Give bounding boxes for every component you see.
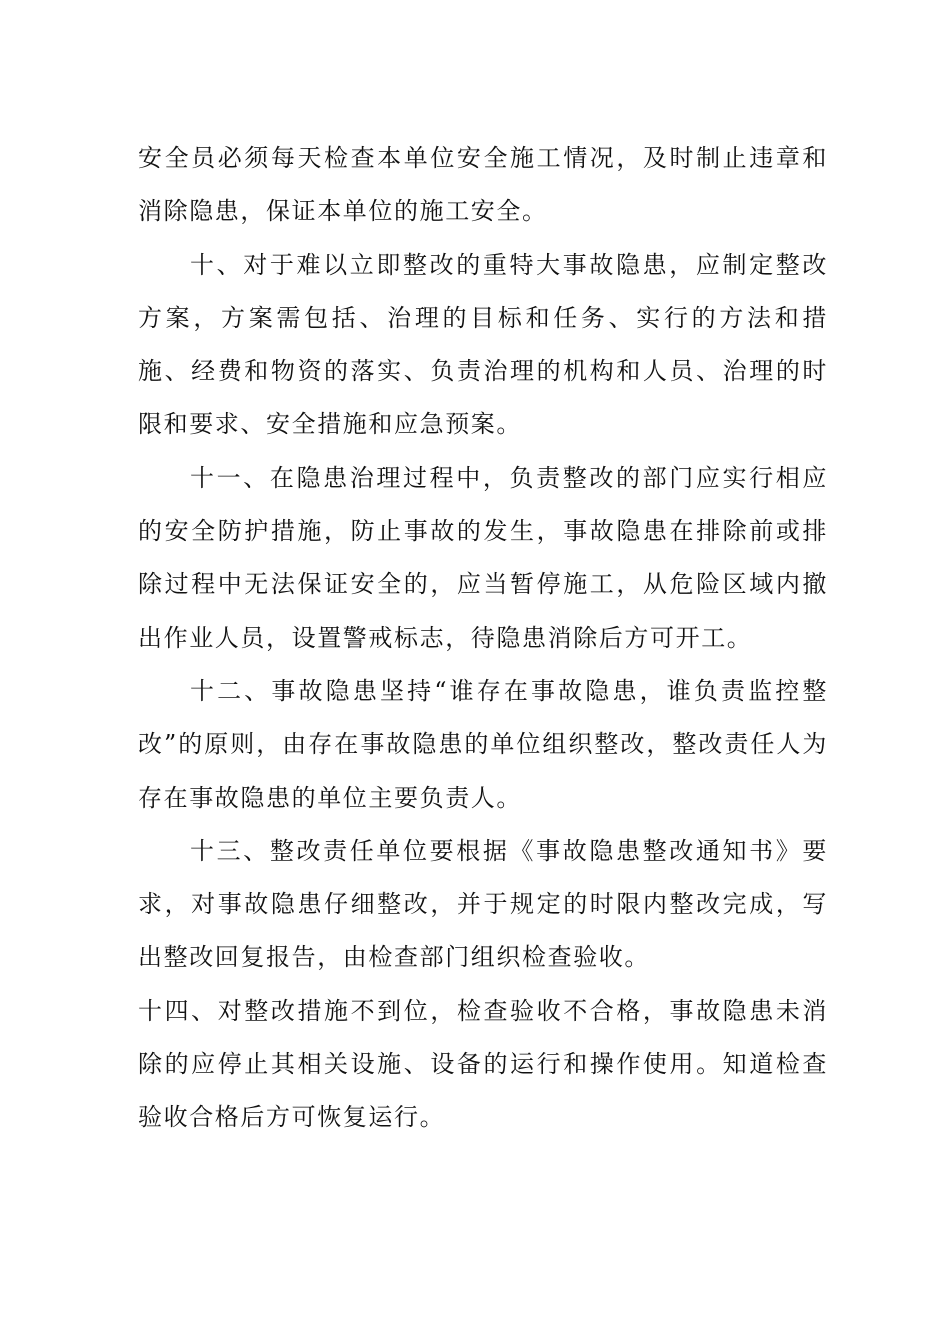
document-body [138, 132, 828, 1145]
paragraph-item-12: 十二、事故隐患坚持“谁存在事故隐患，谁负责监控整改”的原则，由存在事故隐患的单位组织整改，整改责任人为存在事故隐患的单位主要负责人。 [138, 676, 828, 812]
paragraph-item-10: 十、对于难以立即整改的重特大事故隐患，应制定整改方案，方案需包括、治理的目标和任务、实行的方法和措施、经费和物资的落实、负责治理的机构和人员、治理的时限和要求、安全措施和应急预案。 [138, 250, 828, 439]
paragraph-item-14: 十四、对整改措施不到位，检查验收不合格，事故隐患未消除的应停止其相关设施、设备的运行和操作使用。知道检查验收合格后方可恢复运行。 [138, 996, 828, 1132]
paragraph-item-13: 十三、整改责任单位要根据《事故隐患整改通知书》要求，对事故隐患仔细整改，并于规定的时限内整改完成，写出整改回复报告，由检查部门组织检查验收。 [138, 836, 828, 972]
paragraph-item-11: 十一、在隐患治理过程中，负责整改的部门应实行相应的安全防护措施，防止事故的发生，事故隐患在排除前或排除过程中无法保证安全的，应当暂停施工，从危险区域内撤出作业人员，设置警戒标志，待隐患消除后方可开工。 [138, 463, 828, 652]
paragraph-continuation: 安全员必须每天检查本单位安全施工情况，及时制止违章和消除隐患，保证本单位的施工安全。 [138, 144, 828, 226]
